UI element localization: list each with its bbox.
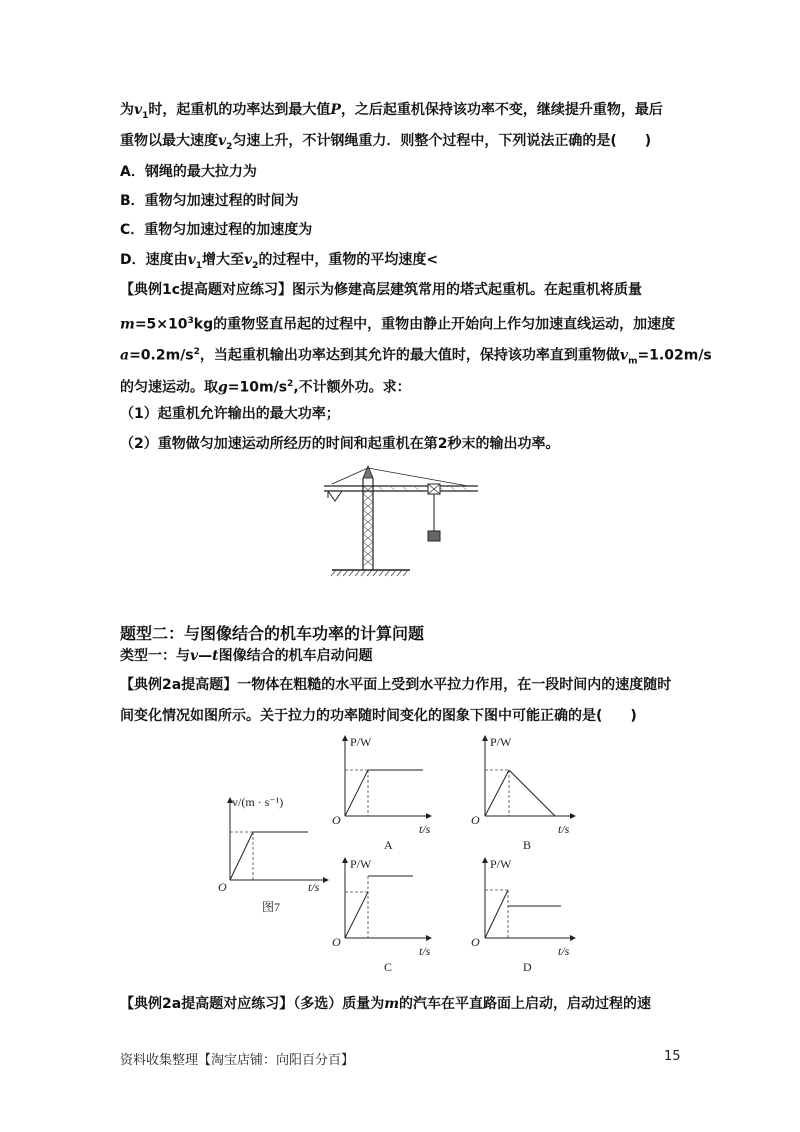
- graph-b: [465, 730, 580, 830]
- tower-crane-figure: [318, 458, 484, 583]
- graph-b-t-label: t/s: [558, 822, 570, 836]
- graph-c: [325, 852, 435, 952]
- example-1c-line: 【典例1c提高题对应练习】图示为修建高层建筑常用的塔式起重机。在起重机将质量: [120, 282, 643, 298]
- page-number: 15: [664, 1049, 681, 1064]
- graph-a-origin: O: [332, 813, 341, 827]
- graph-d-t-label: t/s: [558, 944, 570, 958]
- graph-c-y-label: P/W: [350, 857, 372, 871]
- graph-d: [465, 852, 580, 952]
- graph-b-y-label: P/W: [490, 735, 512, 749]
- graph-a-t-label: t/s: [419, 822, 431, 836]
- sub-question-2: （2）重物做匀加速运动所经历的时间和起重机在第2秒末的输出功率。: [120, 436, 560, 452]
- example-1c-line: 的匀速运动。取$g=10m/s^2$,不计额外功。求：: [120, 379, 411, 396]
- option-a: A．钢绳的最大拉力为: [120, 164, 257, 180]
- example-2a-line: 间变化情况如图所示。关于拉力的功率随时间变化的图象下图中可能正确的是( ): [120, 708, 637, 724]
- option-d: D．速度由$v_1$增大至$v_2$的过程中，重物的平均速度<: [120, 252, 439, 271]
- graph-d-y-label: P/W: [490, 857, 512, 871]
- graph-c-caption: C: [384, 960, 393, 974]
- graph-a-caption: A: [384, 838, 393, 852]
- graph-b-origin: O: [471, 813, 480, 827]
- graph-a: [325, 730, 435, 830]
- graph-b-caption: B: [523, 838, 532, 852]
- option-b: B．重物匀加速过程的时间为: [120, 193, 299, 209]
- graph-d-caption: D: [523, 960, 532, 974]
- figure-caption: 图7: [262, 900, 281, 914]
- section-heading: 题型二：与图像结合的机车功率的计算问题: [120, 624, 425, 643]
- subtype-heading: 类型一：与v—t图像结合的机车启动问题: [120, 648, 373, 664]
- example-2a-line: 【典例2a提高题】一物体在粗糙的水平面上受到水平拉力作用，在一段时间内的速度随时: [120, 677, 672, 693]
- question-line: 重物以最大速度$v_2$匀速上升，不计钢绳重力．则整个过程中，下列说法正确的是( ): [120, 133, 652, 152]
- question-line: 为$v_1$时，起重机的功率达到最大值P，之后起重机保持该功率不变，继续提升重物，最后: [120, 102, 663, 121]
- graph-d-origin: O: [471, 935, 480, 949]
- graph-c-t-label: t/s: [419, 944, 431, 958]
- graph-c-origin: O: [332, 935, 341, 949]
- example-1c-line: $m=5\times 10^3kg$的重物竖直吊起的过程中，重物由静止开始向上作匀加速直线运动，加速度: [120, 316, 676, 333]
- example-1c-line: $a=0.2m/s^2$，当起重机输出功率达到其允许的最大值时，保持该功率直到重物做$v_m=1.02m/s$: [120, 347, 712, 367]
- graph-a-y-label: P/W: [350, 735, 372, 749]
- origin-label: O: [218, 880, 227, 894]
- t-axis-label: t/s: [308, 880, 320, 894]
- option-c: C．重物匀加速过程的加速度为: [120, 222, 313, 238]
- sub-question-1: （1）起重机允许输出的最大功率；: [120, 406, 340, 422]
- vt-y-axis-label: v/(m · s⁻¹): [232, 795, 284, 809]
- example-2a-practice-line: 【典例2a提高题对应练习】（多选）质量为m的汽车在平直路面上启动，启动过程的速: [120, 996, 652, 1012]
- footer-source: 资料收集整理【淘宝店铺：向阳百分百】: [120, 1053, 355, 1068]
